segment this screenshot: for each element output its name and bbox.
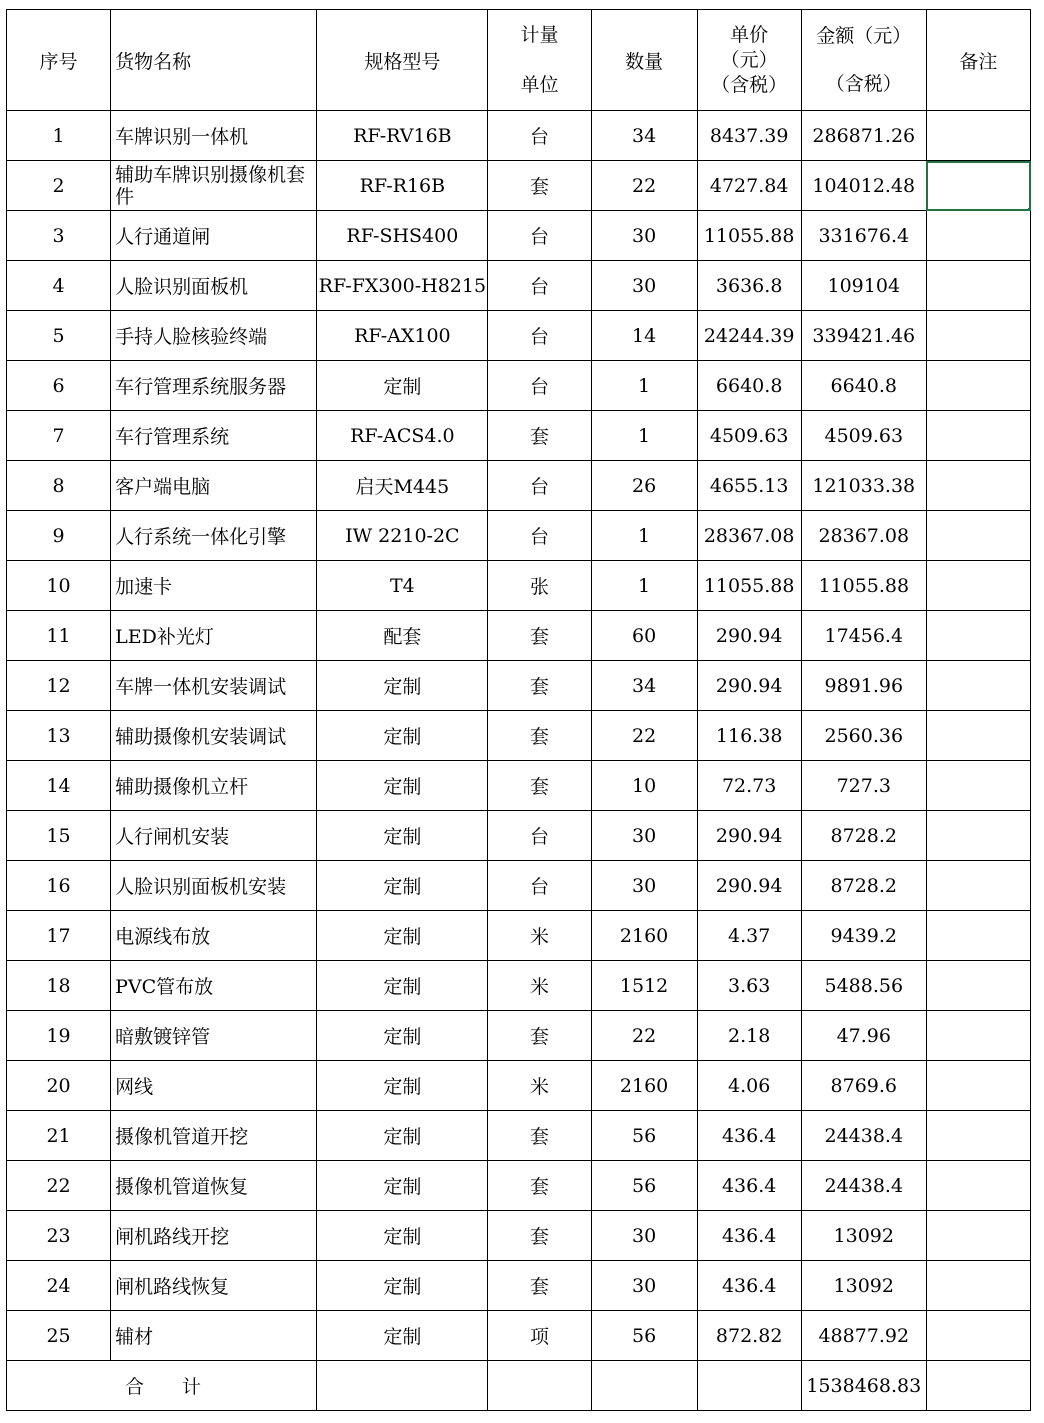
cell-unit[interactable]: 台 — [488, 861, 591, 911]
header-model[interactable] — [317, 10, 488, 111]
cell-unit[interactable]: 张 — [488, 561, 591, 611]
cell-amount[interactable]: 5488.56 — [801, 961, 926, 1011]
cell-remark[interactable] — [926, 661, 1030, 711]
cell-price[interactable]: 4727.84 — [697, 161, 801, 211]
cell-name[interactable]: 闸机路线恢复 — [111, 1261, 317, 1311]
cell-qty[interactable]: 22 — [591, 1011, 697, 1061]
header-amount-label-2: （含税） — [825, 73, 902, 95]
cell-model[interactable]: RF-ACS4.0 — [317, 411, 488, 461]
cell-name[interactable]: 摄像机管道恢复 — [111, 1161, 317, 1211]
table-row — [7, 461, 1031, 511]
cell-unit[interactable]: 米 — [488, 911, 591, 961]
cell-seq[interactable]: 22 — [7, 1161, 111, 1211]
cell-amount[interactable]: 286871.26 — [801, 111, 926, 161]
cell-model[interactable]: 定制 — [317, 1111, 488, 1161]
cell-unit[interactable]: 套 — [488, 661, 591, 711]
total-cell-remark[interactable] — [926, 1361, 1030, 1411]
cell-qty[interactable]: 30 — [591, 1261, 697, 1311]
cell-model[interactable]: 定制 — [317, 711, 488, 761]
cell-remark[interactable] — [926, 1211, 1030, 1261]
cell-name[interactable]: 客户端电脑 — [111, 461, 317, 511]
header-seq-label: 序号 — [39, 50, 78, 73]
header-name-label: 货物名称 — [115, 50, 192, 73]
table-row — [7, 611, 1031, 661]
cell-name[interactable]: 车牌一体机安装调试 — [111, 661, 317, 711]
cell-qty[interactable]: 34 — [591, 111, 697, 161]
cell-remark[interactable] — [926, 111, 1030, 161]
cell-qty[interactable]: 1 — [591, 511, 697, 561]
table-row — [7, 761, 1031, 811]
table-row — [7, 1061, 1031, 1111]
cell-amount[interactable]: 24438.4 — [801, 1161, 926, 1211]
cell-name[interactable]: 人脸识别面板机安装 — [111, 861, 317, 911]
table-row — [7, 211, 1031, 261]
cell-price[interactable]: 290.94 — [697, 861, 801, 911]
cell-seq[interactable]: 9 — [7, 511, 111, 561]
cell-price[interactable]: 3.63 — [697, 961, 801, 1011]
cell-seq[interactable]: 6 — [7, 361, 111, 411]
cell-amount[interactable]: 48877.92 — [801, 1311, 926, 1361]
cell-qty[interactable]: 34 — [591, 661, 697, 711]
cell-name[interactable]: 手持人脸核验终端 — [111, 311, 317, 361]
cell-name[interactable]: 暗敷镀锌管 — [111, 1011, 317, 1061]
cell-model[interactable]: T4 — [317, 561, 488, 611]
table-row — [7, 1111, 1031, 1161]
cell-unit[interactable]: 套 — [488, 411, 591, 461]
header-seq[interactable] — [7, 10, 111, 111]
cell-amount[interactable]: 9891.96 — [801, 661, 926, 711]
cell-unit[interactable]: 套 — [488, 611, 591, 661]
cell-seq[interactable]: 8 — [7, 461, 111, 511]
cell-name[interactable]: 闸机路线开挖 — [111, 1211, 317, 1261]
cell-unit[interactable]: 台 — [488, 211, 591, 261]
cell-seq[interactable]: 12 — [7, 661, 111, 711]
table-row — [7, 861, 1031, 911]
cell-price[interactable]: 436.4 — [697, 1211, 801, 1261]
cell-amount[interactable]: 47.96 — [801, 1011, 926, 1061]
cell-unit[interactable]: 项 — [488, 1311, 591, 1361]
cell-amount[interactable]: 24438.4 — [801, 1111, 926, 1161]
cell-name[interactable]: PVC管布放 — [111, 961, 317, 1011]
header-name[interactable] — [111, 10, 317, 111]
cell-model[interactable]: 定制 — [317, 1261, 488, 1311]
cell-price[interactable]: 11055.88 — [697, 561, 801, 611]
cell-name[interactable]: 辅助车牌识别摄像机套件 — [111, 161, 317, 211]
spreadsheet-table — [6, 9, 1031, 1411]
total-row — [7, 1361, 1031, 1411]
cell-model[interactable]: 定制 — [317, 1211, 488, 1261]
cell-remark[interactable] — [926, 361, 1030, 411]
cell-unit[interactable]: 套 — [488, 1111, 591, 1161]
cell-remark[interactable] — [926, 261, 1030, 311]
cell-seq[interactable]: 16 — [7, 861, 111, 911]
header-unit-label-2: 单位 — [520, 74, 559, 96]
table-row — [7, 661, 1031, 711]
cell-model[interactable]: 定制 — [317, 1311, 488, 1361]
header-remark-label: 备注 — [959, 50, 998, 73]
cell-name[interactable]: 摄像机管道开挖 — [111, 1111, 317, 1161]
cell-unit[interactable]: 台 — [488, 361, 591, 411]
cell-seq[interactable]: 25 — [7, 1311, 111, 1361]
table-row — [7, 1261, 1031, 1311]
cell-seq[interactable]: 1 — [7, 111, 111, 161]
cell-unit[interactable]: 台 — [488, 461, 591, 511]
cell-price[interactable]: 290.94 — [697, 811, 801, 861]
cell-price[interactable]: 6640.8 — [697, 361, 801, 411]
table-row — [7, 311, 1031, 361]
cell-qty[interactable]: 1 — [591, 361, 697, 411]
cell-unit[interactable]: 米 — [488, 1061, 591, 1111]
cell-seq[interactable]: 20 — [7, 1061, 111, 1111]
cell-unit[interactable]: 台 — [488, 261, 591, 311]
cell-model[interactable]: RF-SHS400 — [317, 211, 488, 261]
cell-model[interactable]: RF-R16B — [317, 161, 488, 211]
selected-cell[interactable] — [926, 161, 1030, 211]
cell-remark[interactable] — [926, 1111, 1030, 1161]
header-amount-label-1: 金额（元） — [816, 25, 912, 47]
table-row — [7, 1211, 1031, 1261]
cell-seq[interactable]: 15 — [7, 811, 111, 861]
cell-remark[interactable] — [926, 1061, 1030, 1111]
cell-price[interactable]: 116.38 — [697, 711, 801, 761]
cell-price[interactable]: 4.37 — [697, 911, 801, 961]
cell-model[interactable]: 定制 — [317, 811, 488, 861]
cell-model[interactable]: 定制 — [317, 661, 488, 711]
cell-model[interactable]: 定制 — [317, 1161, 488, 1211]
cell-price[interactable]: 4655.13 — [697, 461, 801, 511]
cell-amount[interactable]: 13092 — [801, 1261, 926, 1311]
cell-model[interactable]: 定制 — [317, 911, 488, 961]
cell-unit[interactable]: 米 — [488, 961, 591, 1011]
cell-model[interactable]: IW 2210-2C — [317, 511, 488, 561]
cell-name[interactable]: 网线 — [111, 1061, 317, 1111]
cell-qty[interactable]: 1 — [591, 561, 697, 611]
header-row — [7, 10, 1031, 111]
cell-model[interactable]: 定制 — [317, 861, 488, 911]
cell-seq[interactable]: 4 — [7, 261, 111, 311]
table-row — [7, 911, 1031, 961]
cell-remark[interactable] — [926, 761, 1030, 811]
cell-qty[interactable]: 1 — [591, 411, 697, 461]
cell-name[interactable]: 人行闸机安装 — [111, 811, 317, 861]
cell-amount[interactable]: 11055.88 — [801, 561, 926, 611]
cell-seq[interactable]: 7 — [7, 411, 111, 461]
cell-price[interactable]: 436.4 — [697, 1261, 801, 1311]
cell-seq[interactable]: 23 — [7, 1211, 111, 1261]
cell-remark[interactable] — [926, 461, 1030, 511]
cell-amount[interactable]: 339421.46 — [801, 311, 926, 361]
table-row — [7, 511, 1031, 561]
cell-qty[interactable]: 56 — [591, 1161, 697, 1211]
cell-amount[interactable]: 331676.4 — [801, 211, 926, 261]
cell-amount[interactable]: 6640.8 — [801, 361, 926, 411]
cell-remark[interactable] — [926, 561, 1030, 611]
cell-remark[interactable] — [926, 911, 1030, 961]
cell-price[interactable]: 4509.63 — [697, 411, 801, 461]
cell-name[interactable]: 人行通道闸 — [111, 211, 317, 261]
cell-seq[interactable]: 10 — [7, 561, 111, 611]
table-row — [7, 261, 1031, 311]
table-row — [7, 1161, 1031, 1211]
cell-price[interactable]: 11055.88 — [697, 211, 801, 261]
cell-qty[interactable]: 2160 — [591, 1061, 697, 1111]
cell-remark[interactable] — [926, 311, 1030, 361]
cell-qty[interactable]: 26 — [591, 461, 697, 511]
cell-seq[interactable]: 11 — [7, 611, 111, 661]
cell-unit[interactable]: 套 — [488, 761, 591, 811]
cell-unit[interactable]: 台 — [488, 111, 591, 161]
table-row — [7, 961, 1031, 1011]
table-row — [7, 561, 1031, 611]
cell-model[interactable]: 定制 — [317, 361, 488, 411]
header-remark[interactable] — [926, 10, 1030, 111]
cell-seq[interactable]: 21 — [7, 1111, 111, 1161]
cell-qty[interactable]: 14 — [591, 311, 697, 361]
cell-name[interactable]: 电源线布放 — [111, 911, 317, 961]
cell-remark[interactable] — [926, 1261, 1030, 1311]
cell-amount[interactable]: 9439.2 — [801, 911, 926, 961]
cell-amount[interactable]: 8769.6 — [801, 1061, 926, 1111]
cell-name[interactable]: 人行系统一体化引擎 — [111, 511, 317, 561]
cell-amount[interactable]: 727.3 — [801, 761, 926, 811]
cell-model[interactable]: 定制 — [317, 1061, 488, 1111]
total-label[interactable]: 合 计 — [7, 1361, 317, 1411]
cell-price[interactable]: 3636.8 — [697, 261, 801, 311]
cell-name[interactable]: 辅材 — [111, 1311, 317, 1361]
cell-qty[interactable]: 30 — [591, 1211, 697, 1261]
cell-qty[interactable]: 56 — [591, 1111, 697, 1161]
cell-qty[interactable]: 1512 — [591, 961, 697, 1011]
cell-name[interactable]: 车行管理系统服务器 — [111, 361, 317, 411]
cell-price[interactable]: 24244.39 — [697, 311, 801, 361]
cell-seq[interactable]: 2 — [7, 161, 111, 211]
cell-qty[interactable]: 30 — [591, 211, 697, 261]
table-row — [7, 361, 1031, 411]
cell-seq[interactable]: 18 — [7, 961, 111, 1011]
cell-seq[interactable]: 14 — [7, 761, 111, 811]
cell-remark[interactable] — [926, 1011, 1030, 1061]
cell-qty[interactable]: 30 — [591, 861, 697, 911]
cell-qty[interactable]: 56 — [591, 1311, 697, 1361]
cell-name[interactable]: LED补光灯 — [111, 611, 317, 661]
cell-amount[interactable]: 121033.38 — [801, 461, 926, 511]
cell-model[interactable]: 配套 — [317, 611, 488, 661]
cell-price[interactable]: 436.4 — [697, 1111, 801, 1161]
cell-price[interactable]: 72.73 — [697, 761, 801, 811]
cell-name[interactable]: 加速卡 — [111, 561, 317, 611]
cell-name[interactable]: 车行管理系统 — [111, 411, 317, 461]
cell-remark[interactable] — [926, 411, 1030, 461]
cell-amount[interactable]: 4509.63 — [801, 411, 926, 461]
cell-amount[interactable]: 17456.4 — [801, 611, 926, 661]
cell-unit[interactable]: 套 — [488, 1211, 591, 1261]
table-row — [7, 811, 1031, 861]
header-price-label-2: （元） — [720, 48, 778, 71]
cell-price[interactable]: 290.94 — [697, 611, 801, 661]
table-row — [7, 161, 1031, 211]
cell-price[interactable]: 290.94 — [697, 661, 801, 711]
cell-remark[interactable] — [926, 811, 1030, 861]
cell-unit[interactable]: 套 — [488, 1161, 591, 1211]
total-cell-model[interactable] — [317, 1361, 488, 1411]
header-model-label: 规格型号 — [364, 50, 441, 73]
cell-amount[interactable]: 28367.08 — [801, 511, 926, 561]
cell-remark[interactable] — [926, 511, 1030, 561]
cell-model[interactable]: 启天M445 — [317, 461, 488, 511]
cell-name[interactable]: 车牌识别一体机 — [111, 111, 317, 161]
cell-price[interactable]: 872.82 — [697, 1311, 801, 1361]
cell-name[interactable]: 辅助摄像机立杆 — [111, 761, 317, 811]
cell-seq[interactable]: 17 — [7, 911, 111, 961]
cell-name[interactable]: 人脸识别面板机 — [111, 261, 317, 311]
table-row — [7, 711, 1031, 761]
cell-qty[interactable]: 30 — [591, 261, 697, 311]
cell-amount[interactable]: 8728.2 — [801, 811, 926, 861]
cell-remark[interactable] — [926, 1161, 1030, 1211]
cell-unit[interactable]: 套 — [488, 1011, 591, 1061]
cell-model[interactable]: RF-FX300-H8215 — [317, 261, 488, 311]
cell-price[interactable]: 8437.39 — [697, 111, 801, 161]
cell-model[interactable]: 定制 — [317, 1011, 488, 1061]
cell-price[interactable]: 436.4 — [697, 1161, 801, 1211]
cell-remark[interactable] — [926, 211, 1030, 261]
table-row — [7, 1011, 1031, 1061]
cell-amount[interactable]: 8728.2 — [801, 861, 926, 911]
header-qty-label: 数量 — [625, 50, 664, 73]
header-price-label-1: 单价 — [730, 23, 769, 46]
cell-model[interactable]: 定制 — [317, 761, 488, 811]
header-price-label-3: （含税） — [711, 73, 788, 96]
cell-unit[interactable]: 台 — [488, 311, 591, 361]
header-unit[interactable] — [488, 10, 591, 111]
table-row — [7, 1311, 1031, 1361]
cell-qty[interactable]: 60 — [591, 611, 697, 661]
cell-remark[interactable] — [926, 611, 1030, 661]
total-amount[interactable]: 1538468.83 — [801, 1361, 926, 1411]
total-cell-qty[interactable] — [591, 1361, 697, 1411]
cell-seq[interactable]: 24 — [7, 1261, 111, 1311]
cell-amount[interactable]: 2560.36 — [801, 711, 926, 761]
cell-unit[interactable]: 套 — [488, 161, 591, 211]
cell-unit[interactable]: 套 — [488, 1261, 591, 1311]
cell-unit[interactable]: 台 — [488, 811, 591, 861]
total-cell-unit[interactable] — [488, 1361, 591, 1411]
cell-remark[interactable] — [926, 1311, 1030, 1361]
cell-amount[interactable]: 104012.48 — [801, 161, 926, 211]
cell-qty[interactable]: 22 — [591, 161, 697, 211]
cell-remark[interactable] — [926, 861, 1030, 911]
cell-amount[interactable]: 13092 — [801, 1211, 926, 1261]
cell-model[interactable]: RF-RV16B — [317, 111, 488, 161]
cell-qty[interactable]: 10 — [591, 761, 697, 811]
cell-amount[interactable]: 109104 — [801, 261, 926, 311]
cell-qty[interactable]: 30 — [591, 811, 697, 861]
table-row — [7, 411, 1031, 461]
header-qty[interactable] — [591, 10, 697, 111]
cell-seq[interactable]: 5 — [7, 311, 111, 361]
table-row — [7, 111, 1031, 161]
cell-model[interactable]: RF-AX100 — [317, 311, 488, 361]
cell-seq[interactable]: 19 — [7, 1011, 111, 1061]
header-unit-label-1: 计量 — [520, 24, 559, 46]
cell-unit[interactable]: 套 — [488, 711, 591, 761]
cell-qty[interactable]: 22 — [591, 711, 697, 761]
cell-qty[interactable]: 2160 — [591, 911, 697, 961]
cell-seq[interactable]: 3 — [7, 211, 111, 261]
cell-price[interactable]: 2.18 — [697, 1011, 801, 1061]
header-amount[interactable] — [801, 10, 926, 111]
total-cell-price[interactable] — [697, 1361, 801, 1411]
cell-unit[interactable]: 台 — [488, 511, 591, 561]
cell-name[interactable]: 辅助摄像机安装调试 — [111, 711, 317, 761]
cell-price[interactable]: 4.06 — [697, 1061, 801, 1111]
cell-remark[interactable] — [926, 961, 1030, 1011]
cell-remark[interactable] — [926, 711, 1030, 761]
cell-price[interactable]: 28367.08 — [697, 511, 801, 561]
cell-seq[interactable]: 13 — [7, 711, 111, 761]
cell-model[interactable]: 定制 — [317, 961, 488, 1011]
header-price[interactable] — [697, 10, 801, 111]
